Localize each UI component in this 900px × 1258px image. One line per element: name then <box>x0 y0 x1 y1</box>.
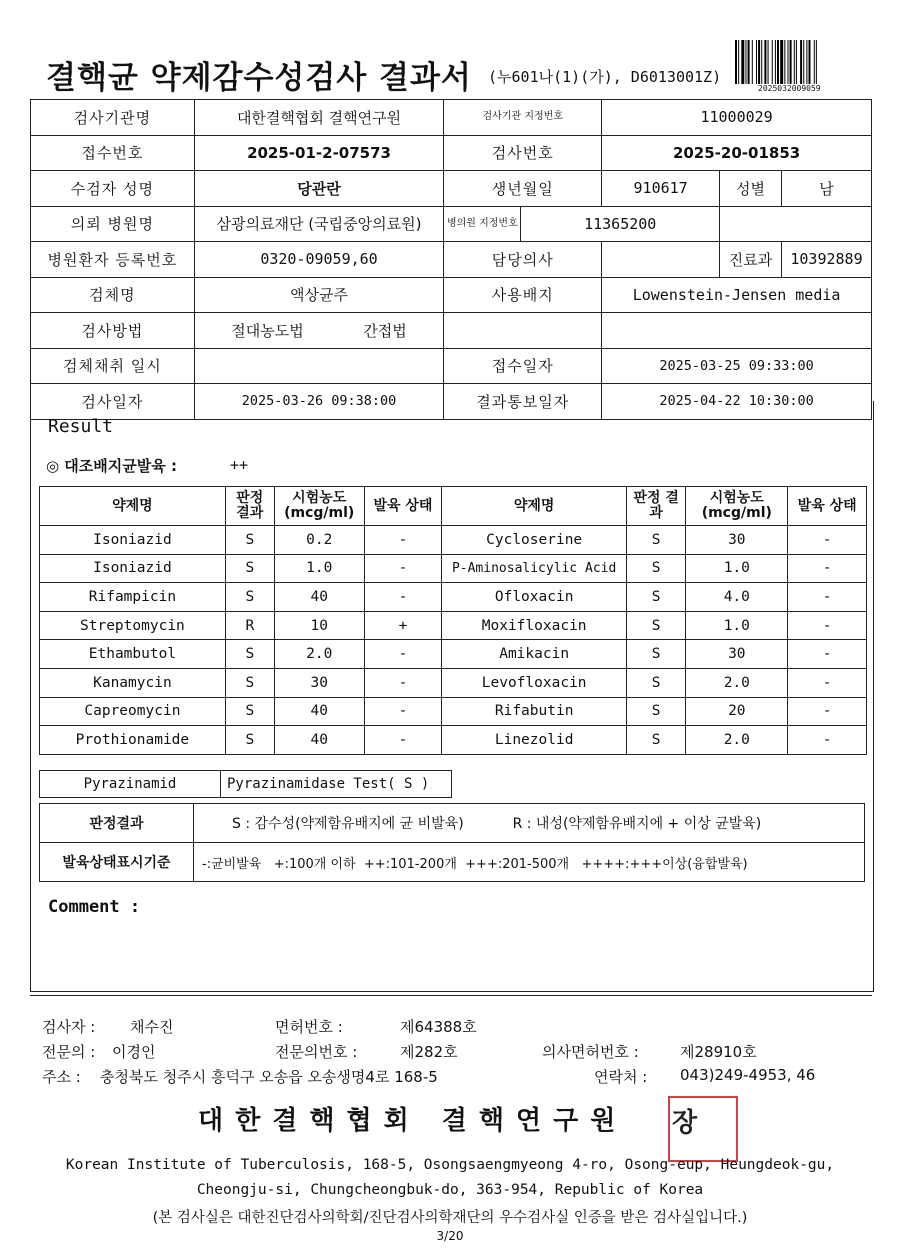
drug-name-left: Isoniazid <box>40 554 226 583</box>
barcode-bar <box>746 40 747 84</box>
barcode-bar <box>735 40 737 84</box>
header-drug-left: 약제명 <box>40 487 226 526</box>
barcode-bar <box>803 40 804 84</box>
header-drug-right: 약제명 <box>442 487 627 526</box>
table-row <box>40 640 867 669</box>
license-label: 면허번호 : <box>275 1018 343 1036</box>
growth-criteria-text: -:균비발육 +:100개 이하 ++:101-200개 +++:201-500개 ++++:+++이상(융합발육) <box>194 843 865 882</box>
judgment-left: S <box>225 668 274 697</box>
drug-name-left: Ethambutol <box>40 640 226 669</box>
concentration-right: 30 <box>686 526 788 555</box>
address-english-1: Korean Institute of Tuberculosis, 168-5, Osongsaengmyeong 4-ro, Osong-eup, Heungdeok-gu, <box>65 1157 835 1173</box>
barcode-bar <box>752 40 753 84</box>
growth-left: - <box>364 668 442 697</box>
table-row <box>40 526 867 555</box>
tester-label: 검사자 : <box>42 1018 96 1036</box>
barcode-bar <box>796 40 797 84</box>
barcode-bar <box>764 40 766 84</box>
method-value-2: 간접법 <box>363 321 407 340</box>
specialist-no-label: 전문의번호 : <box>275 1043 358 1061</box>
dob-label: 생년월일 <box>444 171 602 207</box>
judgment-right: S <box>627 697 686 726</box>
growth-left: - <box>364 554 442 583</box>
judgment-right: S <box>627 611 686 640</box>
concentration-right: 2.0 <box>686 668 788 697</box>
barcode-bar <box>814 40 815 84</box>
specimen-label: 검체명 <box>31 277 195 313</box>
specialist-name: 이경인 <box>112 1043 156 1061</box>
judgment-left: S <box>225 526 274 555</box>
drug-name-left: Prothionamide <box>40 726 226 755</box>
judgment-left: S <box>225 697 274 726</box>
tester-name: 채수진 <box>130 1018 174 1036</box>
concentration-left: 0.2 <box>274 526 364 555</box>
hospital-value: 삼광의료재단 (국립중앙의료원) <box>194 206 444 242</box>
doctor-value <box>602 242 720 278</box>
barcode-bar <box>775 40 776 84</box>
contact-label: 연락처 : <box>594 1068 648 1086</box>
barcode-bar <box>806 40 807 84</box>
institution-code-label: 검사기관 지정번호 <box>444 100 602 136</box>
judgment-right: S <box>627 583 686 612</box>
growth-right: - <box>788 726 867 755</box>
growth-left: + <box>364 611 442 640</box>
collection-value <box>194 348 444 384</box>
drug-susceptibility-table <box>39 486 867 755</box>
header-conc-right: 시험농도 (mcg/ml) <box>686 487 788 526</box>
barcode-bar <box>788 40 789 84</box>
header-growth-right: 발육 상태 <box>788 487 867 526</box>
barcode-bar <box>768 40 769 84</box>
growth-right: - <box>788 554 867 583</box>
growth-right: - <box>788 697 867 726</box>
reg-no-value: 0320-09059,60 <box>194 242 444 278</box>
sex-label: 성별 <box>720 171 782 207</box>
drug-name-left: Kanamycin <box>40 668 226 697</box>
barcode-bar <box>741 40 744 84</box>
received-date-value: 2025-03-25 09:33:00 <box>602 348 872 384</box>
address-english-2: Cheongju-si, Chungcheongbuk-do, 363-954, Republic of Korea <box>196 1182 704 1198</box>
judgment-right: S <box>627 668 686 697</box>
specialist-no: 제282호 <box>400 1043 458 1061</box>
received-date-label: 접수일자 <box>444 348 602 384</box>
receipt-no-value: 2025-01-2-07573 <box>194 135 444 171</box>
page-number: 3/20 <box>436 1229 464 1243</box>
pza-value: Pyrazinamidase Test( S ) <box>221 771 452 798</box>
criteria-table <box>39 803 865 882</box>
drug-name-left: Isoniazid <box>40 526 226 555</box>
certification-note: (본 검사실은 대한진단검사의학회/진단검사의학재단의 우수검사실 인증을 받은 검사실입니다.) <box>152 1210 748 1226</box>
concentration-left: 40 <box>274 726 364 755</box>
growth-left: - <box>364 526 442 555</box>
divider <box>30 995 872 996</box>
concentration-left: 30 <box>274 668 364 697</box>
institution-label: 검사기관명 <box>31 100 195 136</box>
form-code: (누601나(1)(가), D6013001Z) <box>488 68 722 86</box>
method-label: 검사방법 <box>31 313 195 349</box>
criteria-text <box>194 804 865 843</box>
judgment-right: S <box>627 526 686 555</box>
test-no-value: 2025-20-01853 <box>602 135 872 171</box>
concentration-left: 40 <box>274 697 364 726</box>
growth-right: - <box>788 583 867 612</box>
concentration-right: 4.0 <box>686 583 788 612</box>
concentration-right: 20 <box>686 697 788 726</box>
contact-value: 043)249-4953, 46 <box>680 1066 816 1084</box>
criteria-label: 판정결과 <box>40 804 194 843</box>
concentration-right: 30 <box>686 640 788 669</box>
concentration-right: 2.0 <box>686 726 788 755</box>
license-number: 제64388호 <box>400 1018 477 1036</box>
table-row <box>40 697 867 726</box>
pyrazinamide-table <box>39 770 452 798</box>
test-date-value: 2025-03-26 09:38:00 <box>194 384 444 420</box>
growth-left: - <box>364 583 442 612</box>
judgment-right: S <box>627 554 686 583</box>
test-no-label: 검사번호 <box>444 135 602 171</box>
concentration-right: 1.0 <box>686 611 788 640</box>
reg-no-label: 병원환자 등록번호 <box>31 242 195 278</box>
growth-right: - <box>788 611 867 640</box>
result-heading: Result <box>48 416 114 437</box>
header-judgment-right: 판정 결과 <box>627 487 686 526</box>
control-growth-label: ◎ 대조배지균발육 : <box>46 457 177 475</box>
organization-name: 대한결핵협회 결핵연구원 <box>198 1106 628 1136</box>
table-row <box>40 554 867 583</box>
specimen-value: 액상균주 <box>194 277 444 313</box>
judgment-left: S <box>225 640 274 669</box>
table-row <box>40 726 867 755</box>
drug-name-left: Capreomycin <box>40 697 226 726</box>
judgment-left: R <box>225 611 274 640</box>
growth-left: - <box>364 697 442 726</box>
barcode-bar <box>794 40 795 84</box>
sex-value: 남 <box>781 171 871 207</box>
barcode-bar <box>800 40 802 84</box>
table-row <box>40 583 867 612</box>
medium-value: Lowenstein-Jensen media <box>602 277 872 313</box>
barcode-bar <box>790 40 792 84</box>
table-row <box>40 611 867 640</box>
drug-name-right: P-Aminosalicylic Acid <box>442 554 627 583</box>
drug-name-right: Moxifloxacin <box>442 611 627 640</box>
concentration-left: 10 <box>274 611 364 640</box>
barcode-bar <box>748 40 750 84</box>
growth-left: - <box>364 640 442 669</box>
doctor-license: 제28910호 <box>680 1043 757 1061</box>
comment-label: Comment : <box>48 897 141 917</box>
barcode-bar <box>784 40 785 84</box>
growth-right: - <box>788 668 867 697</box>
drug-name-right: Linezolid <box>442 726 627 755</box>
dob-value: 910617 <box>602 171 720 207</box>
criteria-s: S : 감수성(약제함유배지에 균 비발육) <box>232 816 464 832</box>
method-value <box>194 313 444 349</box>
judgment-right: S <box>627 640 686 669</box>
barcode-bar <box>761 40 762 84</box>
hospital-code-value: 11365200 <box>584 214 657 233</box>
concentration-left: 40 <box>274 583 364 612</box>
growth-criteria-label: 발육상태표시기준 <box>40 843 194 882</box>
criteria-r: R : 내성(약제함유배지에 + 이상 균발육) <box>512 816 762 832</box>
concentration-left: 1.0 <box>274 554 364 583</box>
patient-name-label: 수검자 성명 <box>31 171 195 207</box>
doctor-license-label: 의사면허번호 : <box>542 1043 639 1061</box>
control-growth-value: ++ <box>230 456 249 474</box>
judgment-right: S <box>627 726 686 755</box>
drug-name-right: Rifabutin <box>442 697 627 726</box>
hospital-label: 의뢰 병원명 <box>31 206 195 242</box>
method-value-1: 절대농도법 <box>231 321 304 340</box>
concentration-left: 2.0 <box>274 640 364 669</box>
institution-value: 대한결핵협회 결핵연구원 <box>194 100 444 136</box>
report-date-value: 2025-04-22 10:30:00 <box>602 384 872 420</box>
document-title: 결핵균 약제감수성검사 결과서 <box>46 60 472 96</box>
patient-info-table <box>30 99 872 420</box>
barcode-bar <box>772 40 773 84</box>
specialist-label: 전문의 : <box>42 1043 96 1061</box>
growth-right: - <box>788 640 867 669</box>
table-row <box>40 668 867 697</box>
barcode-bar <box>758 40 760 84</box>
judgment-left: S <box>225 554 274 583</box>
address-value: 충청북도 청주시 흥덕구 오송읍 오송생명4로 168-5 <box>100 1068 438 1086</box>
hospital-code-label: 병의원 지정번호 <box>444 207 521 241</box>
drug-name-right: Levofloxacin <box>442 668 627 697</box>
receipt-no-label: 접수번호 <box>31 135 195 171</box>
seal-character: 장 <box>672 1108 698 1138</box>
dept-value: 10392889 <box>781 242 871 278</box>
doctor-label: 담당의사 <box>444 242 602 278</box>
header-judgment-left: 판정 결과 <box>225 487 274 526</box>
address-label: 주소 : <box>42 1068 81 1086</box>
barcode-number: 2025032009059 <box>758 84 821 93</box>
judgment-left: S <box>225 726 274 755</box>
collection-label: 검체채취 일시 <box>31 348 195 384</box>
barcode-bar <box>816 40 817 84</box>
barcode-bar <box>777 40 779 84</box>
drug-name-right: Ofloxacin <box>442 583 627 612</box>
concentration-right: 1.0 <box>686 554 788 583</box>
dept-label: 진료과 <box>720 242 782 278</box>
growth-right: - <box>788 526 867 555</box>
barcode-bar <box>756 40 757 84</box>
header-growth-left: 발육 상태 <box>364 487 442 526</box>
drug-name-right: Cycloserine <box>442 526 627 555</box>
barcode-bar <box>780 40 783 84</box>
header-conc-left: 시험농도 (mcg/ml) <box>274 487 364 526</box>
barcode <box>735 40 860 84</box>
institution-code-value: 11000029 <box>602 100 872 136</box>
test-date-label: 검사일자 <box>31 384 195 420</box>
barcode-bar <box>738 40 739 84</box>
pza-label: Pyrazinamid <box>40 771 221 798</box>
judgment-left: S <box>225 583 274 612</box>
patient-name-value: 당관란 <box>194 171 444 207</box>
drug-name-right: Amikacin <box>442 640 627 669</box>
barcode-bar <box>809 40 811 84</box>
drug-name-left: Streptomycin <box>40 611 226 640</box>
report-date-label: 결과통보일자 <box>444 384 602 420</box>
medium-label: 사용배지 <box>444 277 602 313</box>
growth-left: - <box>364 726 442 755</box>
drug-name-left: Rifampicin <box>40 583 226 612</box>
